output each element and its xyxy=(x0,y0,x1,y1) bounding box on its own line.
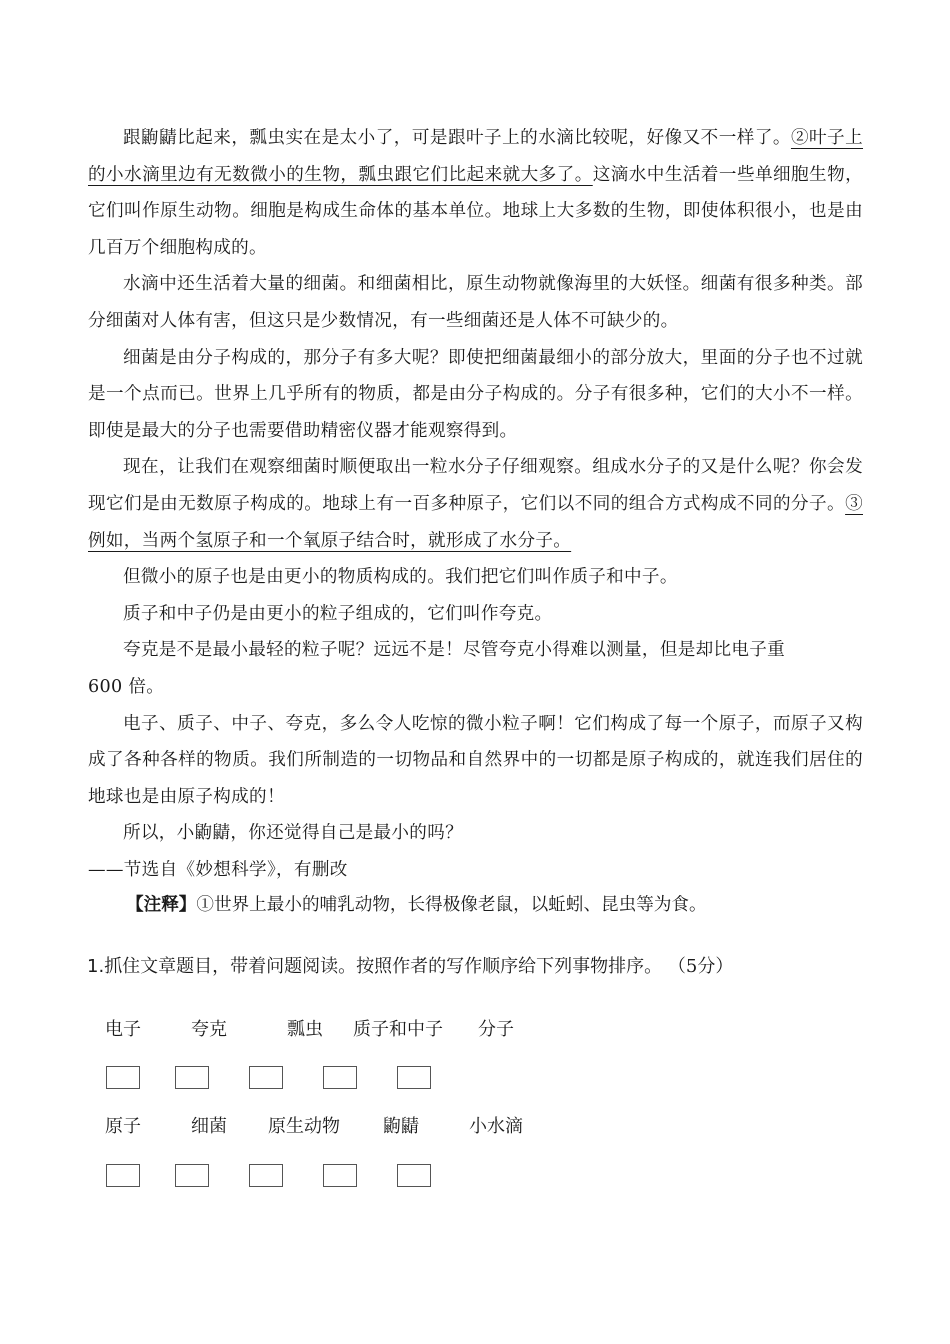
answer-box[interactable] xyxy=(249,1066,283,1089)
annotation-note xyxy=(126,890,707,920)
answer-box[interactable] xyxy=(323,1164,357,1187)
paragraph-7-continued: 600 倍。 xyxy=(88,676,165,697)
paragraph-9: 所以，小鼩鼱，你还觉得自己是最小的吗？ xyxy=(123,823,463,844)
question-text: 抓住文章题目，带着问题阅读。按照作者的写作顺序给下列事物排序。 xyxy=(104,956,663,977)
paragraph-5: 但微小的原子也是由更小的物质构成的。我们把它们叫作质子和中子。 xyxy=(123,567,678,588)
paragraph-1 xyxy=(88,120,863,266)
word-item: 瓢虫 xyxy=(287,1019,323,1040)
word-item: 细菌 xyxy=(191,1116,227,1137)
question-1 xyxy=(87,952,733,982)
word-item: 电子 xyxy=(105,1019,141,1040)
answer-box[interactable] xyxy=(175,1164,209,1187)
paragraph-8: 电子、质子、中子、夸克，多么令人吃惊的微小粒子啊！它们构成了每一个原子，而原子又构成了各种各样的物质。我们所制造的一切物品和自然界中的一切都是原子构成的，就连我们居住的地球也是由原子构成的！ xyxy=(88,713,863,807)
word-item: 夸克 xyxy=(191,1019,227,1040)
paragraph-2: 水滴中还生活着大量的细菌。和细菌相比，原生动物就像海里的大妖怪。细菌有很多种类。部分细菌对人体有害，但这只是少数情况，有一些细菌还是人体不可缺少的。 xyxy=(88,274,863,331)
paragraph-7: 夸克是不是最小最轻的粒子呢？远远不是！尽管夸克小得难以测量，但是却比电子重 xyxy=(123,640,786,661)
answer-box[interactable] xyxy=(397,1164,431,1187)
question-number: 1. xyxy=(87,956,105,977)
paragraph-4 xyxy=(88,449,863,559)
paragraph-text: 现在，让我们在观察细菌时顺便取出一粒水分子仔细观察。组成水分子的又是什么呢？你会发现它们是由无数原子构成的。地球上有一百多种原子，它们以不同的组合方式构成不同的分子。 xyxy=(88,457,863,514)
reading-passage xyxy=(88,120,863,888)
answer-box[interactable] xyxy=(175,1066,209,1089)
answer-box[interactable] xyxy=(106,1164,140,1187)
answer-box[interactable] xyxy=(323,1066,357,1089)
paragraph-6: 质子和中子仍是由更小的粒子组成的，它们叫作夸克。 xyxy=(123,603,553,624)
word-item: 鼩鼱 xyxy=(383,1116,419,1137)
underlined-sentence-3: ③例如，当两个氢原子和一个氧原子结合时，就形成了水分子。 xyxy=(88,493,863,551)
word-item: 分子 xyxy=(478,1019,514,1040)
word-item: 原子 xyxy=(105,1116,141,1137)
paragraph-3: 细菌是由分子构成的，那分子有多大呢？即使把细菌最细小的部分放大，里面的分子也不过就是一个点而已。世界上几乎所有的物质，都是由分子构成的。分子有很多种，它们的大小不一样。即使是最大的分子也需要借助精密仪器才能观察得到。 xyxy=(88,347,863,441)
paragraph-text: 跟鼩鼱比起来，瓢虫实在是太小了，可是跟叶子上的水滴比较呢，好像又不一样了。 xyxy=(123,128,791,148)
paragraph-text: 这滴水中生活着一些单细胞生物，它们叫作原生动物。细胞是构成生命体的基本单位。地球上大多数的生物，即使体积很小，也是由几百万个细胞构成的。 xyxy=(88,164,863,258)
word-item: 质子和中子 xyxy=(353,1019,443,1040)
source-citation: ——节选自《妙想科学》，有删改 xyxy=(88,859,348,880)
answer-box[interactable] xyxy=(397,1066,431,1089)
answer-box[interactable] xyxy=(106,1066,140,1089)
underlined-sentence-2: ②叶子上的小水滴里边有无数微小的生物，瓢虫跟它们比起来就大多了。 xyxy=(88,128,864,185)
note-tag: 【注释】 xyxy=(126,895,197,915)
word-item: 小水滴 xyxy=(469,1116,523,1137)
answer-box[interactable] xyxy=(249,1164,283,1187)
question-score: （5分） xyxy=(667,956,734,977)
note-text: ①世界上最小的哺乳动物，长得极像老鼠，以蚯蚓、昆虫等为食。 xyxy=(196,895,707,915)
word-item: 原生动物 xyxy=(268,1116,340,1137)
